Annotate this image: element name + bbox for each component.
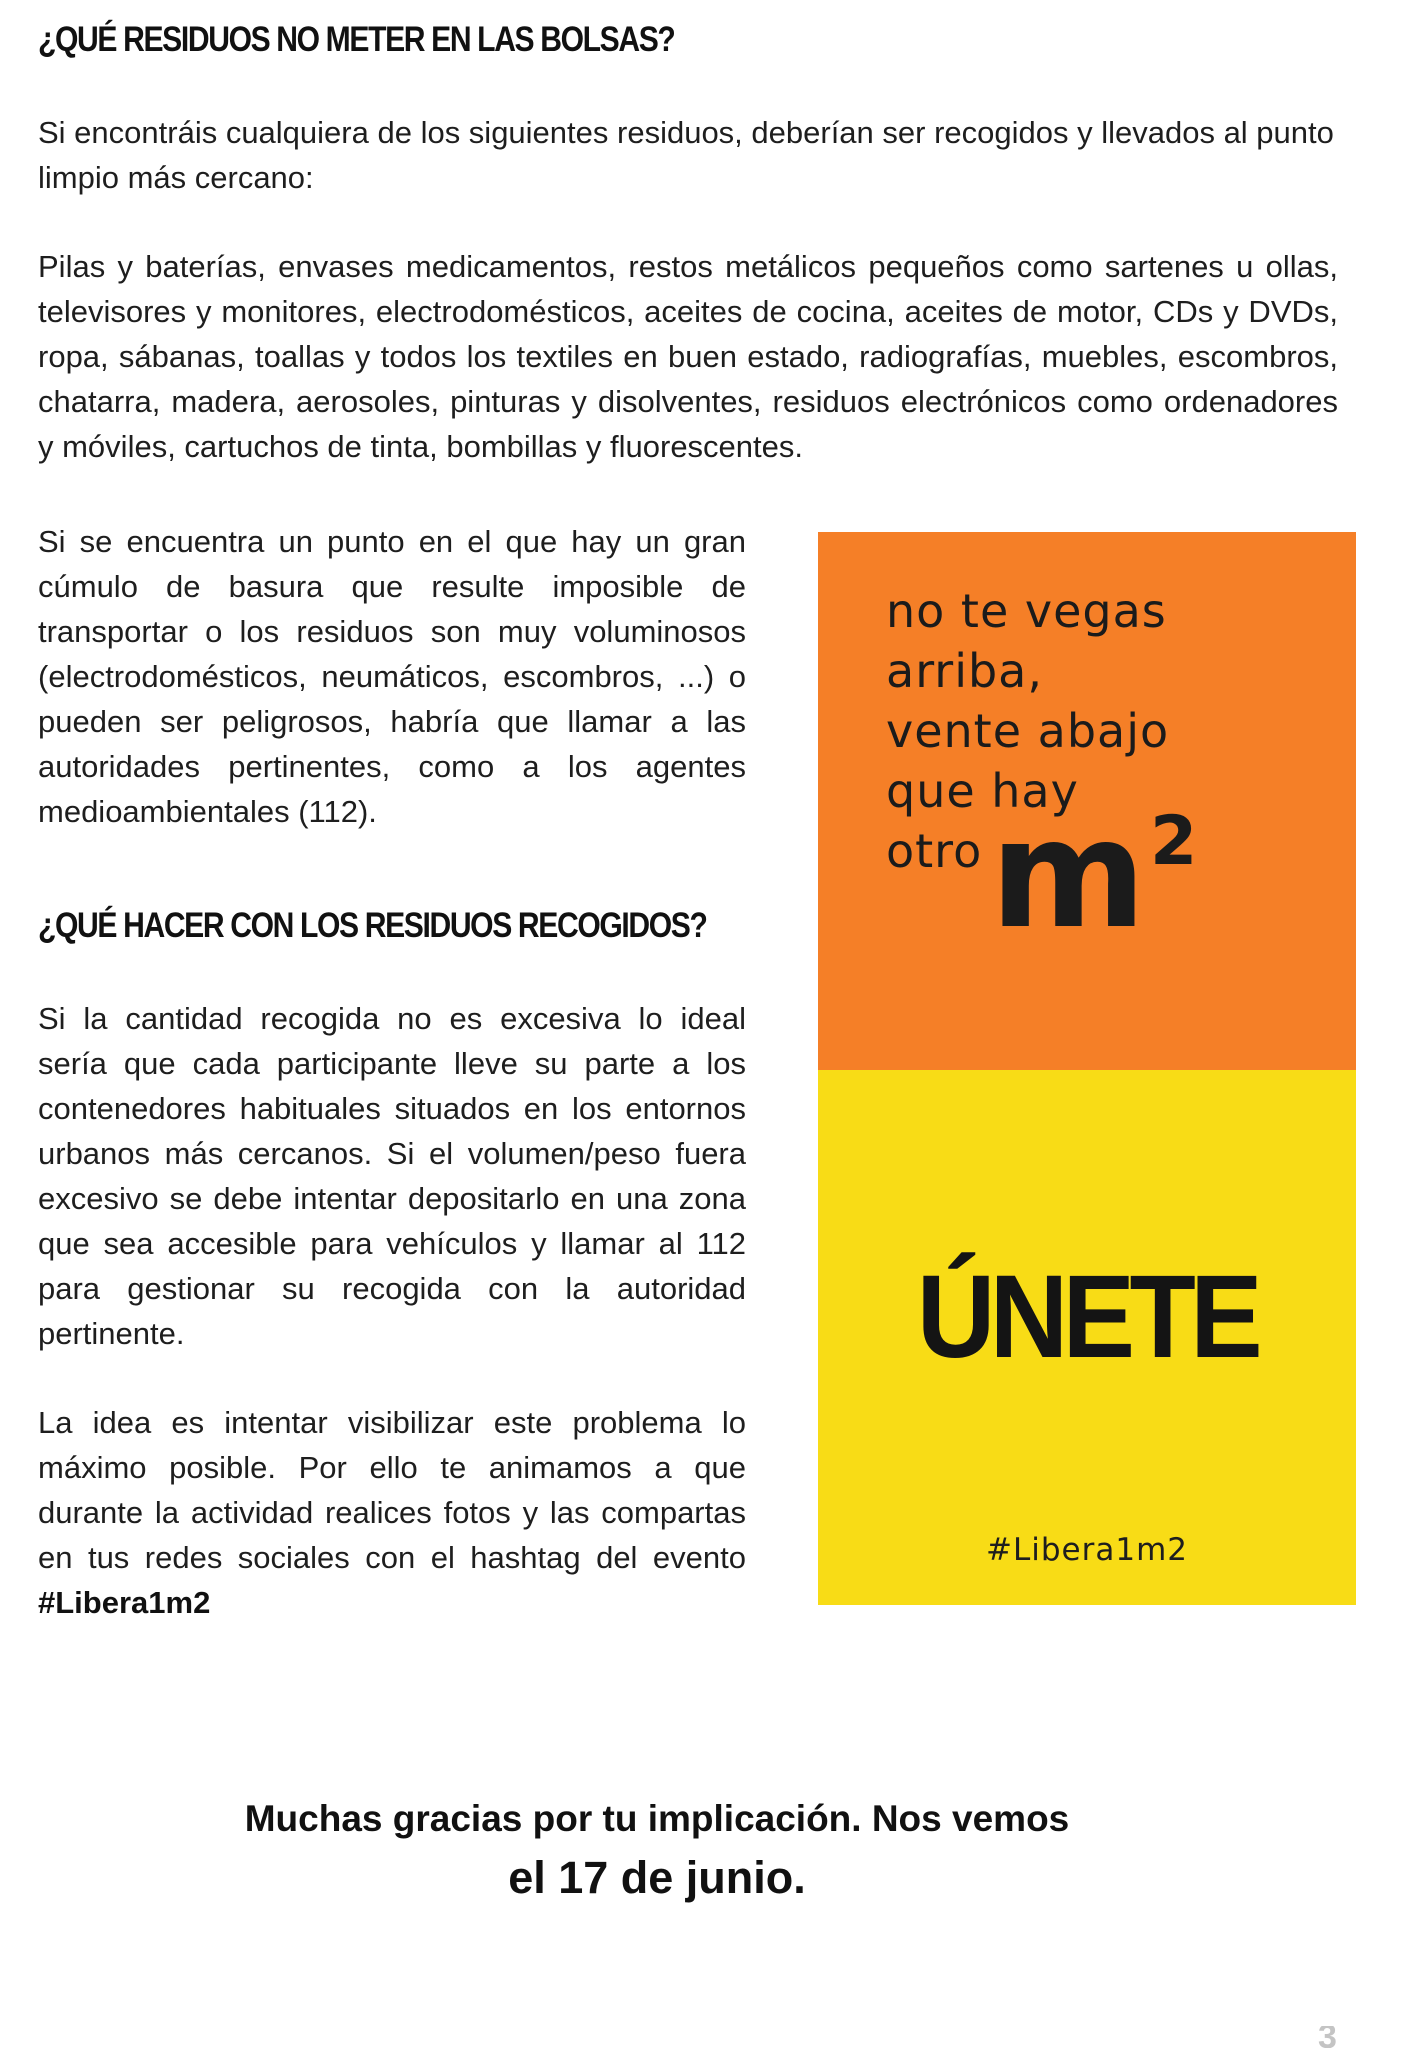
bags-heading: ¿QUÉ RESIDUOS NO METER EN LAS BOLSAS?: [38, 20, 675, 59]
closing-line-1: Muchas gracias por tu implicación. Nos vemos: [244, 1798, 1070, 1839]
share-hashtag: #Libera1m2: [38, 1585, 211, 1620]
poster-top-panel: [818, 532, 1356, 1070]
poster-hashtag: #Libera1m2: [986, 1532, 1188, 1568]
slogan-line: otro: [886, 824, 983, 878]
share-paragraph: [38, 1400, 746, 1625]
slogan-line: que hay: [886, 764, 1079, 818]
share-text: La idea es intentar visibilizar este problema lo máximo posible. Por ello te animamos a que durante la actividad realices fotos y las compartas en tus redes sociales con el hashtag del evento: [38, 1405, 746, 1575]
event-poster: [818, 532, 1356, 1605]
collected-paragraph: Si la cantidad recogida no es excesiva lo ideal sería que cada participante lleve su parte a los contenedores habituales situados en los entornos urbanos más cercanos. Si el volumen/peso fuera excesivo se debe intentar depositarlo en una zona que sea accesible para vehículos y llamar al 112 para gestionar su recogida con la autoridad pertinente.: [38, 1001, 746, 1351]
slogan-line: arriba,: [886, 644, 1043, 698]
join-label: ÚNETE: [916, 1251, 1258, 1383]
closing-line-2: el 17 de junio.: [508, 1852, 806, 1903]
square-meter-m: m: [990, 788, 1147, 962]
page-number: 3: [1318, 2026, 1337, 2048]
intro-paragraph: Si encontráis cualquiera de los siguientes residuos, deberían ser recogidos y llevados al punto limpio más cercano:: [38, 115, 1334, 195]
slogan-line: no te vegas: [886, 584, 1167, 638]
slogan-line: vente abajo: [886, 704, 1170, 758]
square-meter-exponent: 2: [1150, 802, 1198, 881]
large-pile-paragraph: Si se encuentra un punto en el que hay un gran cúmulo de basura que resulte imposible de transportar o los residuos son muy voluminosos (electrodomésticos, neumáticos, escombros, ...) o pueden ser peligrosos, habría que llamar a las autoridades pertinentes, como a los agentes medioambientales (112).: [38, 524, 746, 829]
collected-heading: ¿QUÉ HACER CON LOS RESIDUOS RECOGIDOS?: [38, 906, 707, 945]
waste-list-paragraph: Pilas y baterías, envases medicamentos, restos metálicos pequeños como sartenes u ollas, televisores y monitores, electrodomésticos, aceites de cocina, aceites de motor, CDs y DVDs, ropa, sábanas, toallas y todos los textiles en buen estado, radiografías, muebles, escombros, chatarra, madera, aerosoles, pinturas y disolventes, residuos electrónicos como ordenadores y móviles, cartuchos de tinta, bombillas y fluorescentes.: [38, 249, 1338, 464]
